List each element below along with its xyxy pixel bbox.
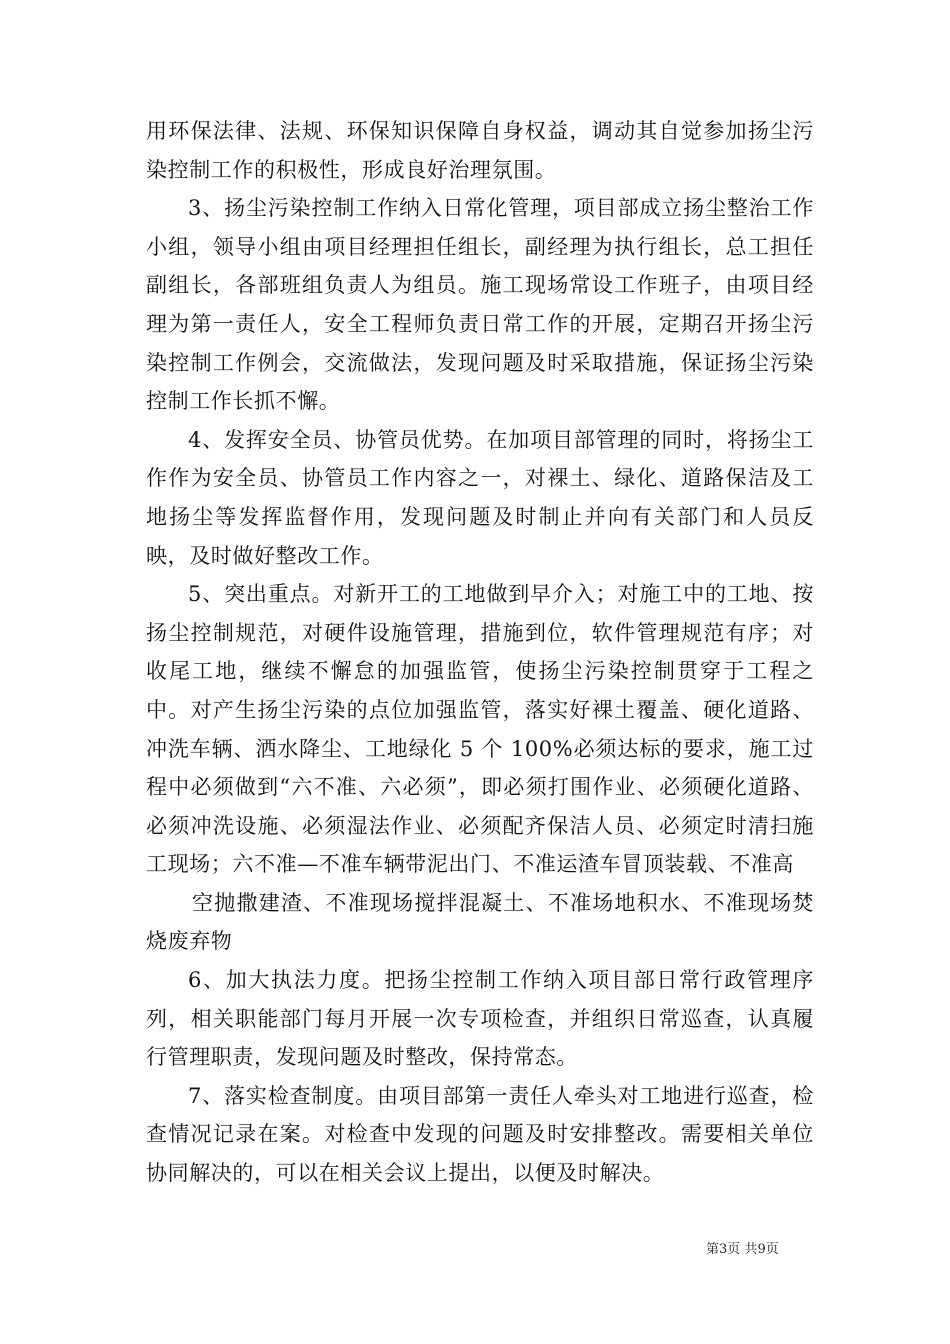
document-body [146,112,814,1193]
footer-prefix: 第 [706,1242,720,1257]
paragraph-item-6: 6、加大执法力度。把扬尘控制工作纳入项目部日常行政管理序列，相关职能部门每月开展一次专项检查，并组织日常巡查，认真履行管理职责，发现问题及时整改，保持常态。 [146,968,814,1070]
page-footer [706,1241,779,1259]
paragraph-item-5-continued: 空抛撒建渣、不准现场搅拌混凝土、不准场地积水、不准现场焚烧废弃物 [146,890,814,954]
paragraph-item-3: 3、扬尘污染控制工作纳入日常化管理，项目部成立扬尘整治工作小组，领导小组由项目经理担任组长，副经理为执行组长，总工担任副组长，各部班组负责人为组员。施工现场常设工作班子，由项目经理为第一责任人，安全工程师负责日常工作的开展，定期召开扬尘污染控制工作例会，交流做法，发现问题及时采取措施，保证扬尘污染控制工作长抓不懈。 [146,196,814,414]
footer-total-pages: 9 [757,1242,766,1257]
paragraph-continuation: 用环保法律、法规、环保知识保障自身权益，调动其自觉参加扬尘污染控制工作的积极性，形成良好治理氛围。 [146,119,814,182]
footer-suffix: 页 [765,1242,779,1257]
paragraph-item-4: 4、发挥安全员、协管员优势。在加项目部管理的同时，将扬尘工作作为安全员、协管员工作内容之一，对裸土、绿化、道路保洁及工地扬尘等发挥监督作用，发现问题及时制止并向有关部门和人员反映，及时做好整改工作。 [146,427,814,568]
paragraph-item-7: 7、落实检查制度。由项目部第一责任人牵头对工地进行巡查，检查情况记录在案。对检查中发现的问题及时安排整改。需要相关单位协同解决的，可以在相关会议上提出，以便及时解决。 [146,1083,814,1186]
footer-current-page: 3 [719,1242,728,1257]
paragraph-item-5: 5、突出重点。对新开工的工地做到早介入；对施工中的工地、按扬尘控制规范，对硬件设施管理，措施到位，软件管理规范有序；对收尾工地，继续不懈怠的加强监管，使扬尘污染控制贯穿于工程之中。对产生扬尘污染的点位加强监管，落实好裸土覆盖、硬化道路、冲洗车辆、洒水降尘、工地绿化 5 个 100%必须达标的要求，施工过程中必须做到“六不准、六必须”，即必须打围作业、必须硬化道路、必须冲洗设施、必须湿法作业、必须配齐保洁人员、必须定时清扫施工现场；六不准—不准车辆带泥出门、不准运渣车冒顶装载、不准高 [146,582,814,877]
footer-middle: 页 共 [727,1242,758,1257]
